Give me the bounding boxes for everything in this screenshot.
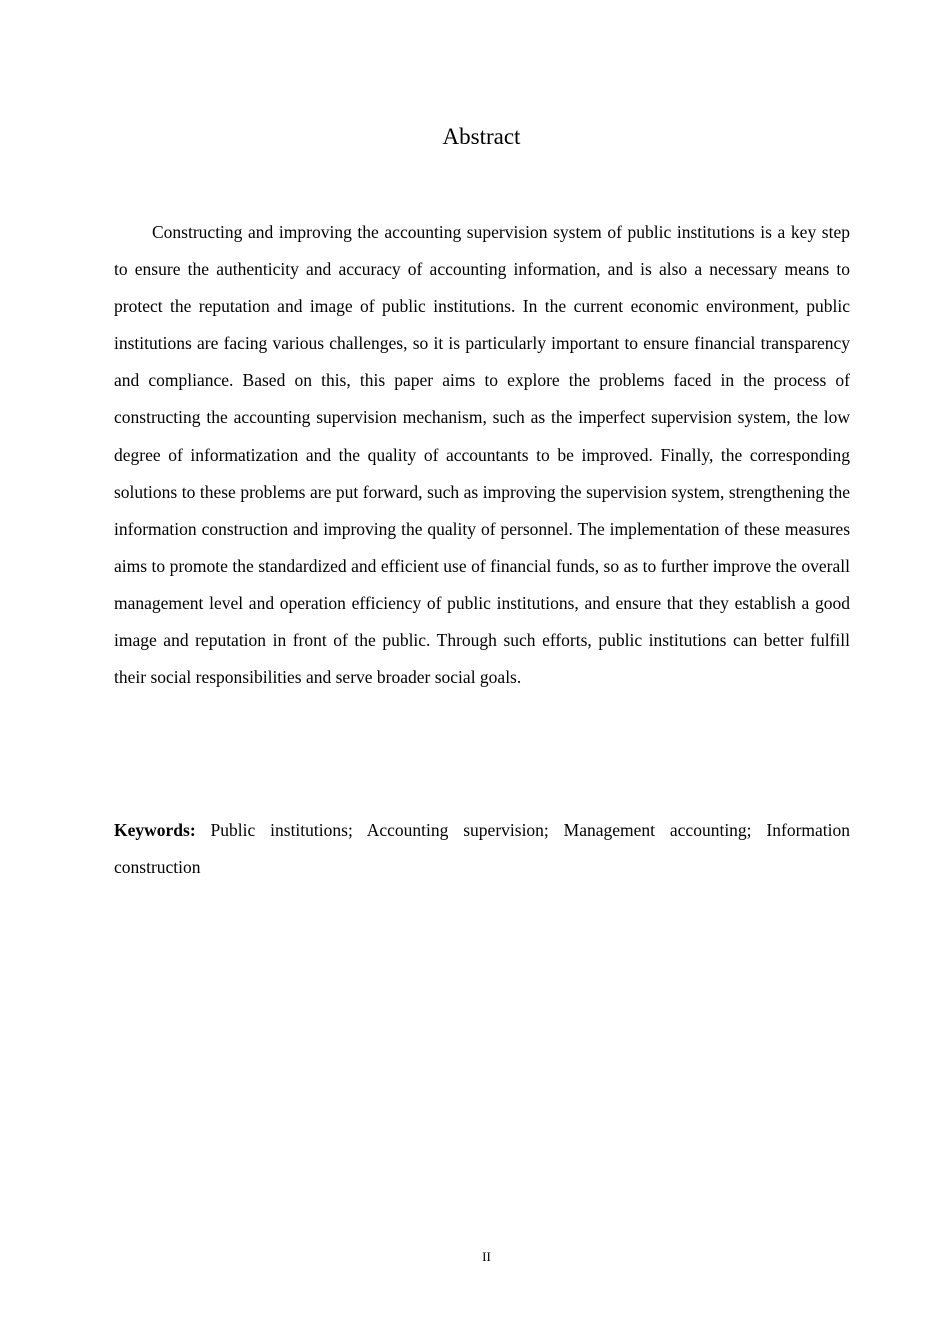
abstract-body: Constructing and improving the accounting supervision system of public institutions is a key step to ensure the authenticity and accuracy of accounting information, and is also a necessary means to protect the reputation and image of public institutions. In the current economic environment, public institutions are facing various challenges, so it is particularly important to ensure financial transparency and compliance. Based on this, this paper aims to explore the problems faced in the process of constructing the accounting supervision mechanism, such as the imperfect supervision system, the low degree of informatization and the quality of accountants to be improved. Finally, the corresponding solutions to these problems are put forward, such as improving the supervision system, strengthening the information construction and improving the quality of personnel. The implementation of these measures aims to promote the standardized and efficient use of financial funds, so as to further improve the overall management level and operation efficiency of public institutions, and ensure that they establish a good image and reputation in front of the public. Through such efforts, public institutions can better fulfill their social responsibilities and serve broader social goals.	[114, 222, 850, 688]
abstract-title: Abstract	[442, 124, 521, 149]
keywords-text: Public institutions; Accounting supervision; Management accounting; Information construction	[114, 820, 851, 878]
page-number: II	[482, 1249, 491, 1264]
keywords-label: Keywords:	[114, 820, 196, 840]
keywords-paragraph	[114, 812, 850, 886]
